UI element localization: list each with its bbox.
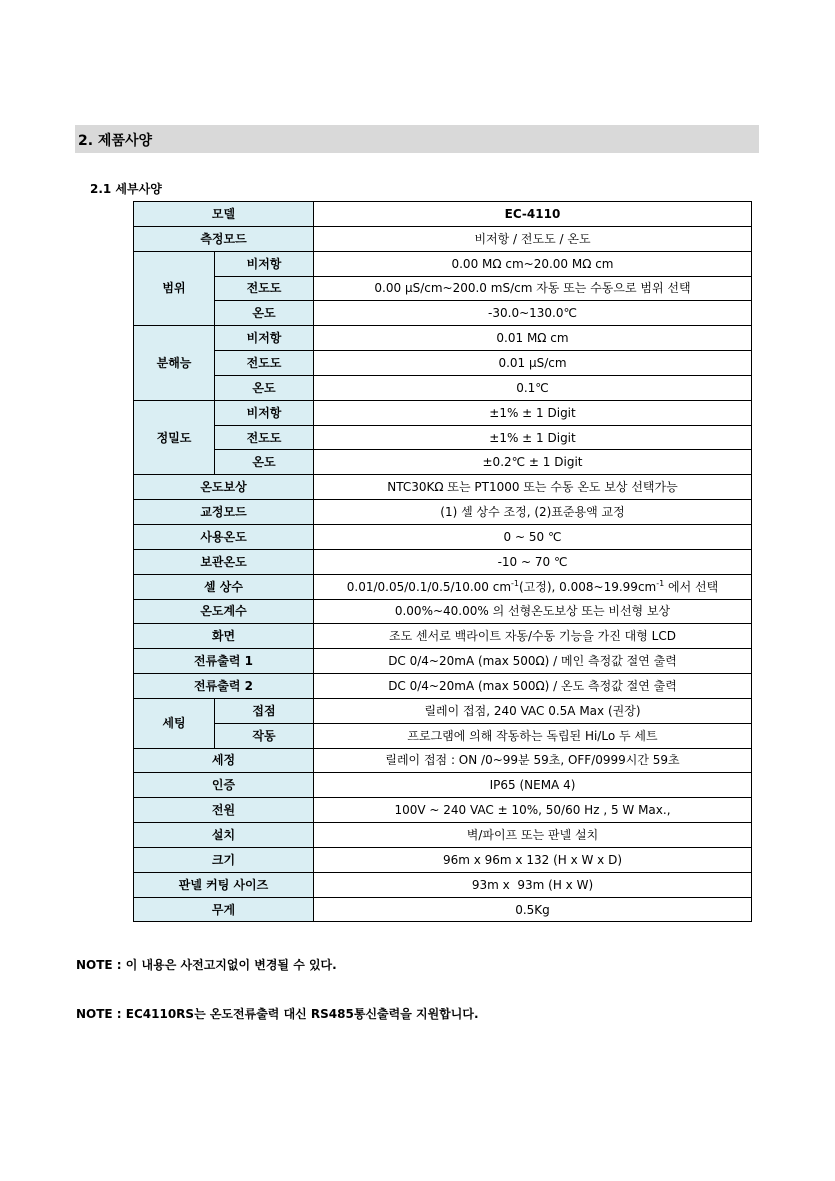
range-value: -30.0~130.0℃	[314, 301, 752, 326]
model-value: EC-4110	[314, 202, 752, 227]
table-row	[134, 450, 752, 475]
temp-coef-value: 0.00%~40.00% 의 선형온도보상 또는 비선형 보상	[314, 599, 752, 624]
accuracy-sub-label: 비저항	[215, 400, 314, 425]
temp-comp-label: 온도보상	[134, 475, 314, 500]
table-row	[134, 698, 752, 723]
table-row	[134, 226, 752, 251]
panel-cut-value: 93m x 93m (H x W)	[314, 872, 752, 897]
cell-constant-part1: 0.01/0.05/0.1/0.5/10.00 cm	[346, 579, 512, 594]
current-out1-value: DC 0/4~20mA (max 500Ω) / 메인 측정값 절연 출력	[314, 649, 752, 674]
cleaning-value: 릴레이 접점 : ON /0~99분 59초, OFF/0999시간 59초	[314, 748, 752, 773]
range-value: 0.00 MΩ cm~20.00 MΩ cm	[314, 251, 752, 276]
setting-sub-label: 작동	[215, 723, 314, 748]
cell-constant-part3: 에서 선택	[664, 579, 719, 594]
panel-cut-label: 판넬 커팅 사이즈	[134, 872, 314, 897]
certification-label: 인증	[134, 773, 314, 798]
current-out1-label: 전류출력 1	[134, 649, 314, 674]
installation-value: 벽/파이프 또는 판넬 설치	[314, 823, 752, 848]
operating-temp-label: 사용온도	[134, 524, 314, 549]
accuracy-value: ±1% ± 1 Digit	[314, 425, 752, 450]
resolution-value: 0.1℃	[314, 375, 752, 400]
table-row	[134, 475, 752, 500]
display-label: 화면	[134, 624, 314, 649]
measure-mode-label: 측정모드	[134, 226, 314, 251]
current-out2-label: 전류출력 2	[134, 674, 314, 699]
weight-label: 무게	[134, 897, 314, 922]
table-row	[134, 649, 752, 674]
table-row	[134, 823, 752, 848]
table-row	[134, 773, 752, 798]
operating-temp-value: 0 ~ 50 ℃	[314, 524, 752, 549]
section-header-bar	[75, 125, 759, 153]
setting-value: 프로그램에 의해 작동하는 독립된 Hi/Lo 두 세트	[314, 723, 752, 748]
power-value: 100V ~ 240 VAC ± 10%, 50/60 Hz , 5 W Max.,	[314, 798, 752, 823]
power-label: 전원	[134, 798, 314, 823]
subsection-title: 2.1 세부사양	[90, 182, 162, 196]
cleaning-label: 세정	[134, 748, 314, 773]
table-row	[134, 351, 752, 376]
table-row	[134, 872, 752, 897]
table-row	[134, 624, 752, 649]
range-value: 0.00 μS/cm~200.0 mS/cm 자동 또는 수동으로 범위 선택	[314, 276, 752, 301]
model-label: 모델	[134, 202, 314, 227]
section-title: 2. 제품사양	[78, 133, 153, 149]
size-value: 96m x 96m x 132 (H x W x D)	[314, 847, 752, 872]
cell-constant-label: 셀 상수	[134, 574, 314, 599]
resolution-value: 0.01 μS/cm	[314, 351, 752, 376]
calibration-label: 교정모드	[134, 500, 314, 525]
setting-value: 릴레이 접점, 240 VAC 0.5A Max (권장)	[314, 698, 752, 723]
table-row	[134, 202, 752, 227]
resolution-group-label: 분해능	[134, 326, 215, 401]
storage-temp-value: -10 ~ 70 ℃	[314, 549, 752, 574]
table-row	[134, 400, 752, 425]
installation-label: 설치	[134, 823, 314, 848]
weight-value: 0.5Kg	[314, 897, 752, 922]
table-row	[134, 798, 752, 823]
note-change-notice: NOTE : 이 내용은 사전고지없이 변경될 수 있다.	[76, 958, 337, 972]
resolution-sub-label: 비저항	[215, 326, 314, 351]
accuracy-value: ±1% ± 1 Digit	[314, 400, 752, 425]
cell-constant-part2: (고정), 0.008~19.99cm	[519, 579, 657, 594]
table-row	[134, 897, 752, 922]
display-value: 조도 센서로 백라이트 자동/수동 기능을 가진 대형 LCD	[314, 624, 752, 649]
table-row	[134, 276, 752, 301]
table-row	[134, 748, 752, 773]
range-sub-label: 온도	[215, 301, 314, 326]
table-row	[134, 326, 752, 351]
temp-coef-label: 온도계수	[134, 599, 314, 624]
cell-constant-sup1: -1	[511, 578, 519, 588]
table-row	[134, 524, 752, 549]
range-group-label: 범위	[134, 251, 215, 326]
accuracy-sub-label: 온도	[215, 450, 314, 475]
table-row	[134, 599, 752, 624]
table-row	[134, 574, 752, 599]
spec-table	[133, 201, 752, 922]
table-row	[134, 375, 752, 400]
cell-constant-sup2: -1	[656, 578, 665, 588]
range-sub-label: 전도도	[215, 276, 314, 301]
table-row	[134, 500, 752, 525]
accuracy-value: ±0.2℃ ± 1 Digit	[314, 450, 752, 475]
measure-mode-value: 비저항 / 전도도 / 온도	[314, 226, 752, 251]
setting-group-label: 세팅	[134, 698, 215, 748]
table-row	[134, 251, 752, 276]
accuracy-group-label: 정밀도	[134, 400, 215, 475]
table-row	[134, 549, 752, 574]
cell-constant-value	[314, 574, 752, 599]
size-label: 크기	[134, 847, 314, 872]
table-row	[134, 847, 752, 872]
resolution-value: 0.01 MΩ cm	[314, 326, 752, 351]
table-row	[134, 723, 752, 748]
range-sub-label: 비저항	[215, 251, 314, 276]
current-out2-value: DC 0/4~20mA (max 500Ω) / 온도 측정값 절연 출력	[314, 674, 752, 699]
storage-temp-label: 보관온도	[134, 549, 314, 574]
calibration-value: (1) 셀 상수 조정, (2)표준용액 교정	[314, 500, 752, 525]
temp-comp-value: NTC30KΩ 또는 PT1000 또는 수동 온도 보상 선택가능	[314, 475, 752, 500]
setting-sub-label: 접점	[215, 698, 314, 723]
accuracy-sub-label: 전도도	[215, 425, 314, 450]
resolution-sub-label: 온도	[215, 375, 314, 400]
resolution-sub-label: 전도도	[215, 351, 314, 376]
certification-value: IP65 (NEMA 4)	[314, 773, 752, 798]
table-row	[134, 425, 752, 450]
table-row	[134, 301, 752, 326]
note-rs485: NOTE : EC4110RS는 온도전류출력 대신 RS485통신출력을 지원합니다.	[76, 1007, 479, 1021]
table-row	[134, 674, 752, 699]
